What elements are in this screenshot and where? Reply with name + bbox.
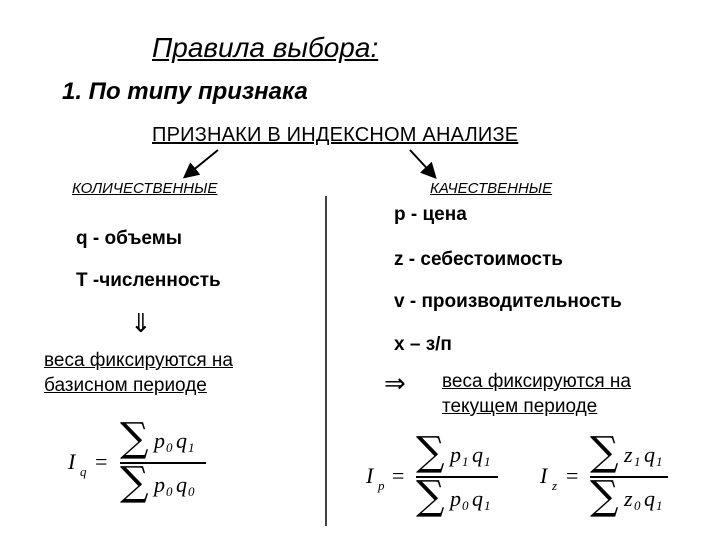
right-item-x: x – з/п <box>394 334 452 355</box>
formula-iq-sigma-den: ∑ <box>120 459 149 505</box>
formula-ip-num-p: p <box>450 442 461 467</box>
formula-iq-num-p: p <box>154 428 165 453</box>
formula-iz-eq: = <box>566 463 579 488</box>
formula-ip-sigma-den: ∑ <box>416 473 445 519</box>
formula-ip-eq: = <box>392 463 405 488</box>
formula-iq-num-q-sub: 1 <box>188 440 195 455</box>
formula-iq-num-q: q <box>176 428 187 453</box>
formula-ip-den-p-sub: 0 <box>462 498 469 513</box>
formula-iz-lhs: I <box>540 463 548 488</box>
formula-ip-lhs: I <box>366 463 374 488</box>
formula-iz-num-z: z <box>624 442 633 467</box>
right-item-z: z - себестоимость <box>394 249 563 270</box>
formula-ip-den-p: p <box>450 486 461 511</box>
formula-iq-den-q: q <box>176 472 187 497</box>
formula-ip-num-p-sub: 1 <box>462 454 469 469</box>
formula-ip-sigma-num: ∑ <box>416 429 445 475</box>
right-note-line1: веса фиксируются на <box>442 371 631 392</box>
page-title: Правила выбора: <box>152 32 379 63</box>
left-branch-arrow <box>186 150 218 176</box>
section-subtitle: 1. По типу признака <box>62 78 308 105</box>
left-note-line1: веса фиксируются на <box>44 350 233 371</box>
right-branch-arrow <box>410 150 434 176</box>
formula-iq-num-p-sub: 0 <box>166 440 173 455</box>
formula-iz-den-q-sub: 1 <box>656 498 663 513</box>
right-heading: КАЧЕСТВЕННЫЕ <box>430 180 553 197</box>
left-note-line2: базисном периоде <box>44 375 207 396</box>
diagram-header: ПРИЗНАКИ В ИНДЕКСНОМ АНАЛИЗЕ <box>152 124 519 146</box>
formula-iz-den-q: q <box>644 486 655 511</box>
left-heading: КОЛИЧЕСТВЕННЫЕ <box>72 180 218 197</box>
formula-iz-den-z: z <box>624 486 633 511</box>
formula-iz-num-q: q <box>644 442 655 467</box>
formula-iq-eq: = <box>95 449 108 474</box>
down-arrow-icon: ⇓ <box>130 308 152 338</box>
right-arrow-icon: ⇒ <box>384 368 406 398</box>
right-item-v: v - производительность <box>394 291 622 312</box>
right-item-p: p - цена <box>394 204 467 225</box>
left-item-t: T -численность <box>76 270 221 291</box>
formula-iq-den-q-sub: 0 <box>188 484 195 499</box>
formula-ip-num-q: q <box>472 442 483 467</box>
left-item-q: q - объемы <box>76 228 183 249</box>
formula-iz-sigma-num: ∑ <box>590 429 619 475</box>
formula-iq-lhs: I <box>68 449 76 474</box>
formula-ip-num-q-sub: 1 <box>484 454 491 469</box>
formula-ip-den-q: q <box>472 486 483 511</box>
formula-iq-den-p: p <box>154 472 165 497</box>
formula-iz-num-z-sub: 1 <box>634 454 641 469</box>
formula-iz-lhs-sub: z <box>552 478 558 493</box>
formula-iz-sigma-den: ∑ <box>590 473 619 519</box>
formula-iq-sigma-num: ∑ <box>120 415 149 461</box>
formula-iq-den-p-sub: 0 <box>166 484 173 499</box>
formula-ip-lhs-sub: p <box>378 478 385 493</box>
formula-iz-den-z-sub: 0 <box>634 498 641 513</box>
right-note-line2: текущем периоде <box>442 396 598 417</box>
formula-iq-lhs-sub: q <box>80 464 87 479</box>
formula-iz-num-q-sub: 1 <box>656 454 663 469</box>
formula-ip-den-q-sub: 1 <box>484 498 491 513</box>
